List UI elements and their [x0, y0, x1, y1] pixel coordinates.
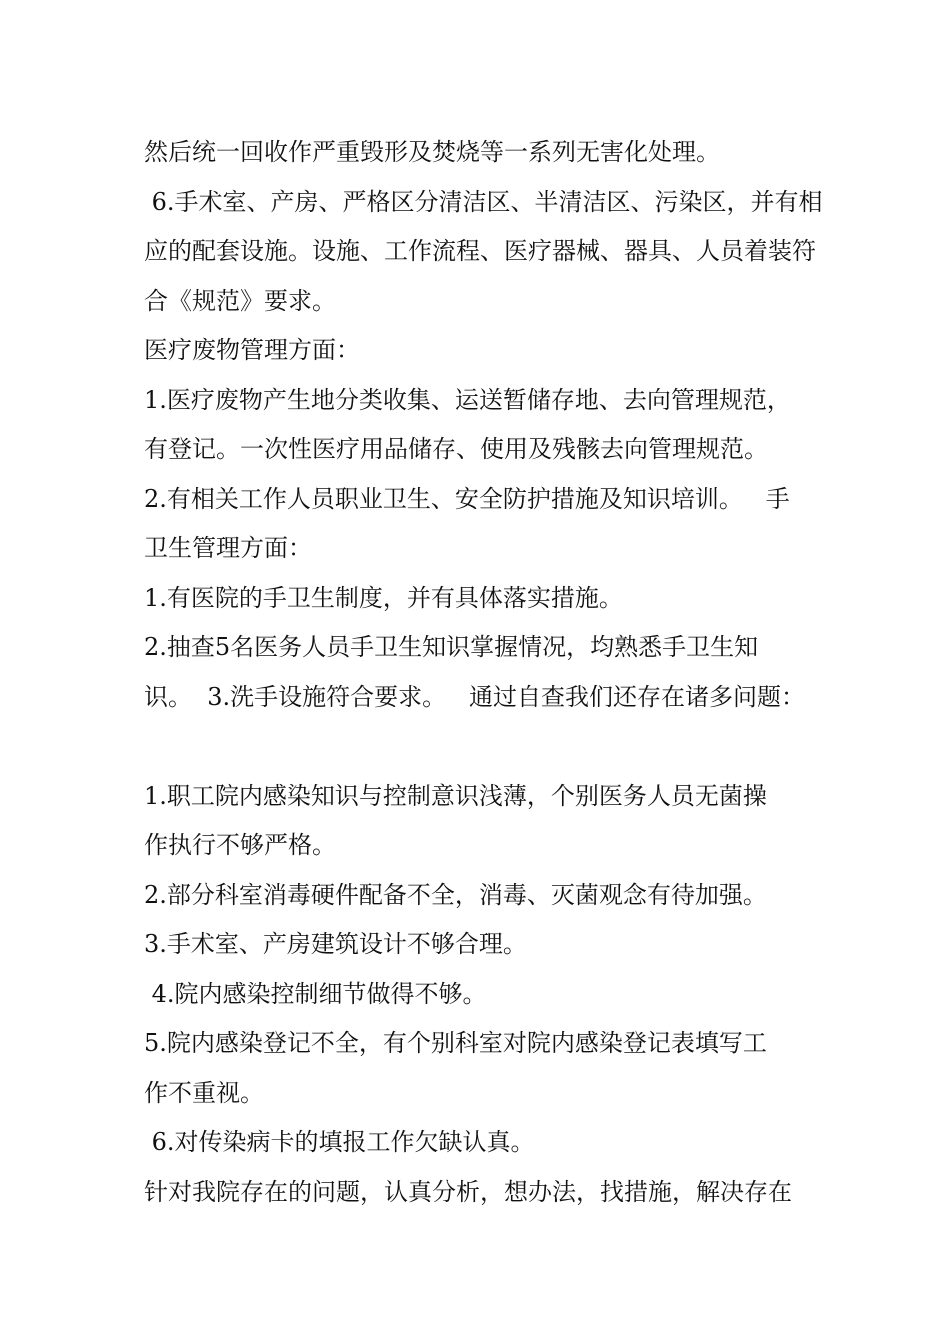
text-line: 合《规范》要求。 — [144, 286, 336, 315]
text-line: 5.院内感染登记不全，有个别科室对院内感染登记表填写工 — [144, 1029, 767, 1057]
text-line: 2.有相关工作人员职业卫生、安全防护措施及知识培训。 手 — [144, 484, 790, 513]
text-line: 作不重视。 — [144, 1078, 264, 1107]
text-line: 3.手术室、产房建筑设计不够合理。 — [144, 930, 527, 958]
text-line: 2.部分科室消毒硬件配备不全，消毒、灭菌观念有待加强。 — [144, 880, 767, 909]
text-line: 6.手术室、产房、严格区分清洁区、半清洁区、污染区，并有相 — [144, 187, 823, 216]
text-line: 应的配套设施。设施、工作流程、医疗器械、器具、人员着装符 — [144, 237, 816, 265]
text-line: 2.抽查5名医务人员手卫生知识掌握情况，均熟悉手卫生知 — [144, 633, 759, 661]
text-line: 识。 3.洗手设施符合要求。 通过自查我们还存在诸多问题： — [144, 682, 806, 711]
document-body — [144, 128, 824, 1217]
blank-line — [144, 722, 824, 772]
section-heading: 医疗废物管理方面： — [144, 336, 360, 364]
text-line: 1.有医院的手卫生制度，并有具体落实措施。 — [144, 583, 623, 612]
text-line: 卫生管理方面： — [144, 534, 312, 562]
text-line: 针对我院存在的问题，认真分析，想办法，找措施，解决存在 — [144, 1177, 792, 1206]
text-line: 1.医疗废物产生地分类收集、运送暂储存地、去向管理规范， — [144, 385, 791, 414]
text-line: 1.职工院内感染知识与控制意识浅薄，个别医务人员无菌操 — [144, 781, 767, 810]
text-line: 作执行不够严格。 — [144, 831, 336, 859]
text-line: 有登记。一次性医疗用品储存、使用及残骸去向管理规范。 — [144, 435, 768, 463]
text-line: 然后统一回收作严重毁形及焚烧等一系列无害化处理。 — [144, 138, 720, 166]
text-line: 4.院内感染控制细节做得不够。 — [144, 979, 487, 1008]
text-line: 6.对传染病卡的填报工作欠缺认真。 — [144, 1128, 535, 1156]
